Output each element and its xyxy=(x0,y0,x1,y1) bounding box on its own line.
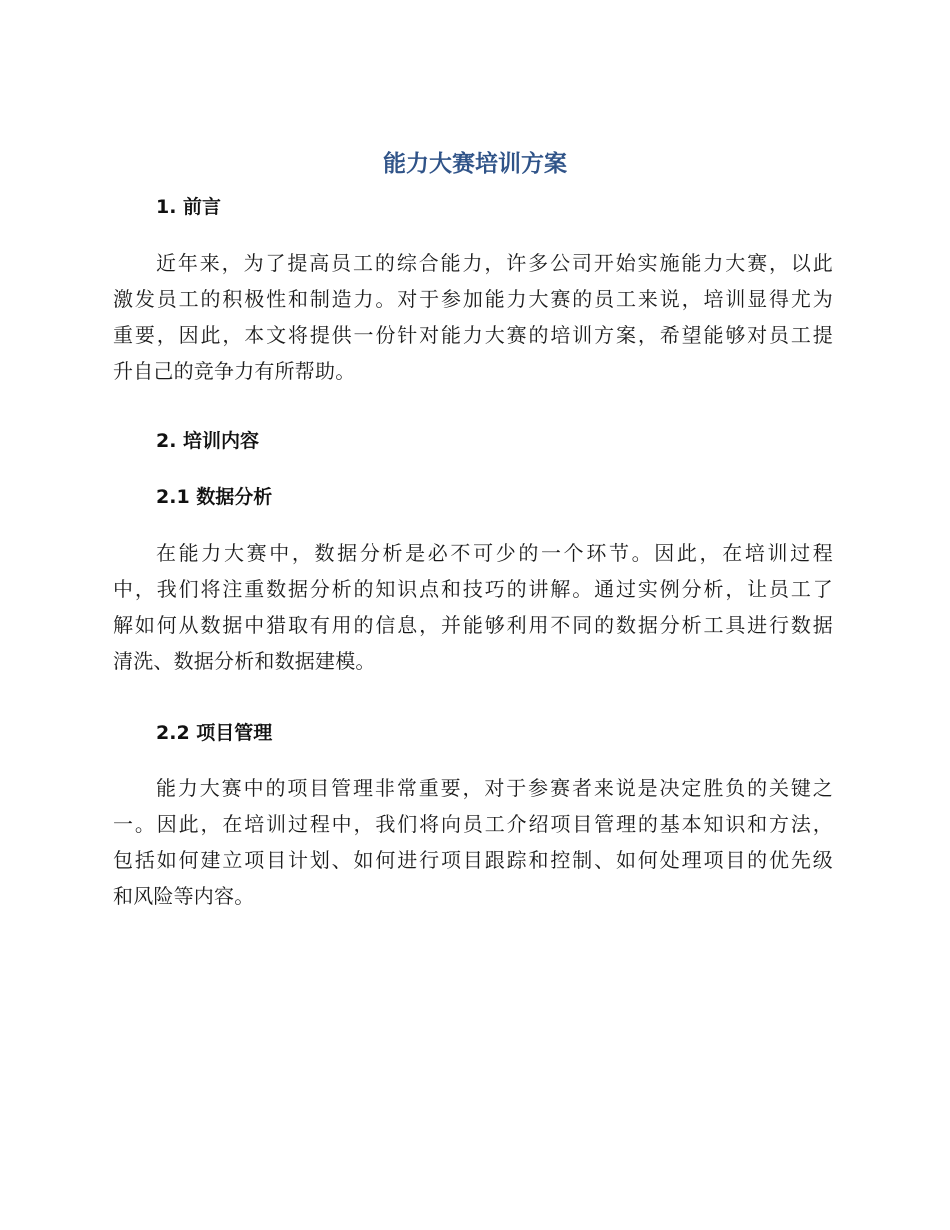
paragraph-line: 解如何从数据中猎取有用的信息，并能够利用不同的数据分析工具进行数据 xyxy=(113,613,833,637)
paragraph-line: 清洗、数据分析和数据建模。 xyxy=(113,649,376,673)
section-heading-training-content: 2. 培训内容 xyxy=(156,430,260,452)
paragraph-line: 激发员工的积极性和制造力。对于参加能力大赛的员工来说，培训显得尤为 xyxy=(113,287,833,311)
paragraph-line: 近年来，为了提高员工的综合能力，许多公司开始实施能力大赛，以此 xyxy=(156,251,833,275)
paragraph-line: 在能力大赛中，数据分析是必不可少的一个环节。因此，在培训过程 xyxy=(156,541,833,565)
paragraph-preface xyxy=(113,245,833,389)
paragraph-line: 和风险等内容。 xyxy=(113,884,255,908)
section-heading-data-analysis: 2.1 数据分析 xyxy=(156,486,273,508)
paragraph-line: 中，我们将注重数据分析的知识点和技巧的讲解。通过实例分析，让员工了 xyxy=(113,577,833,601)
paragraph-project-management xyxy=(113,770,833,914)
paragraph-line: 能力大赛中的项目管理非常重要，对于参赛者来说是决定胜负的关键之 xyxy=(156,776,833,800)
paragraph-line: 包括如何建立项目计划、如何进行项目跟踪和控制、如何处理项目的优先级 xyxy=(113,848,833,872)
document-title: 能力大赛培训方案 xyxy=(383,151,567,177)
section-heading-preface: 1. 前言 xyxy=(156,196,222,218)
paragraph-data-analysis xyxy=(113,535,833,679)
paragraph-line: 重要，因此，本文将提供一份针对能力大赛的培训方案，希望能够对员工提 xyxy=(113,323,833,347)
paragraph-line: 一。因此，在培训过程中，我们将向员工介绍项目管理的基本知识和方法， xyxy=(113,812,833,836)
section-heading-project-management: 2.2 项目管理 xyxy=(156,722,273,744)
paragraph-line: 升自己的竞争力有所帮助。 xyxy=(113,359,356,383)
